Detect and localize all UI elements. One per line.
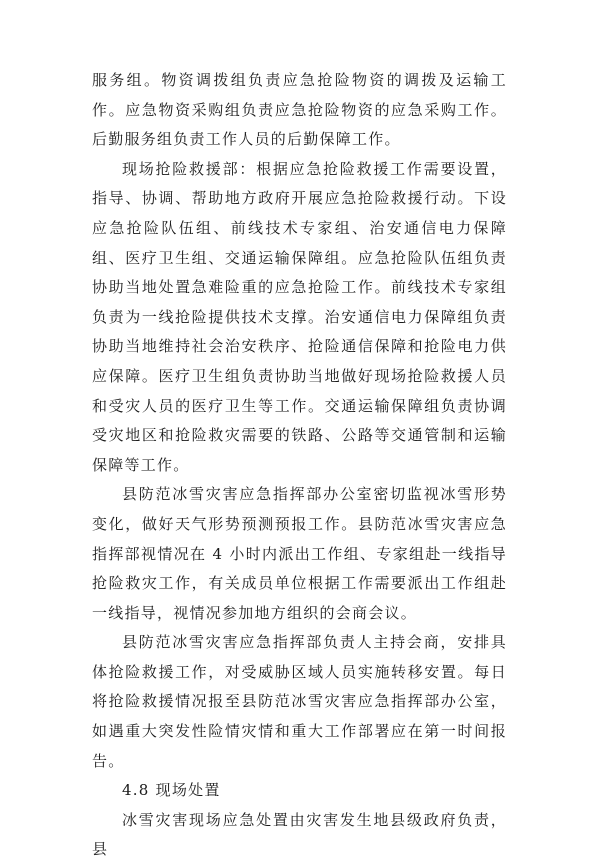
paragraph-consultation: 县防范冰雪灾害应急指挥部负责人主持会商，安排具体抢险救援工作，对受威胁区域人员实施转移安置。每日将抢险救援情况报至县防范冰雪灾害应急指挥部办公室，如遇重大突发性险情灾情和重大工作部署应在第一时间报告。 [92,633,507,770]
section-heading: 4.8 现场处置 [122,781,221,800]
paragraph-rescue-department: 现场抢险救援部：根据应急抢险救援工作需要设置，指导、协调、帮助地方政府开展应急抢险救援行动。下设应急抢险队伍组、前线技术专家组、治安通信电力保障组、医疗卫生组、交通运输保障组。应急抢险队伍组负责协助当地处置急难险重的应急抢险工作。前线技术专家组负责为一线抢险提供技术支撑。治安通信电力保障组负责协助当地维持社会治安秩序、抢险通信保障和抢险电力供应保障。医疗卫生组负责协助当地做好现场抢险救援人员和受灾人员的医疗卫生等工作。交通运输保障组负责协调受灾地区和抢险救灾需要的铁路、公路等交通管制和运输保障等工作。 [92,159,507,474]
paragraph-service-groups: 服务组。物资调拨组负责应急抢险物资的调拨及运输工作。应急物资采购组负责应急抢险物资的应急采购工作。后勤服务组负责工作人员的后勤保障工作。 [92,71,507,149]
paragraph-office-monitoring: 县防范冰雪灾害应急指挥部办公室密切监视冰雪形势变化，做好天气形势预测预报工作。县防范冰雪灾害应急指挥部视情况在 4 小时内派出工作组、专家组赴一线指导抢险救灾工作，有关成员单位根据工作需要派出工作组赴一线指导，视情况参加地方组织的会商会议。 [92,485,507,622]
paragraph-onsite-handling: 冰雪灾害现场应急处置由灾害发生地县级政府负责，县 [92,810,507,859]
document-body [92,66,507,865]
